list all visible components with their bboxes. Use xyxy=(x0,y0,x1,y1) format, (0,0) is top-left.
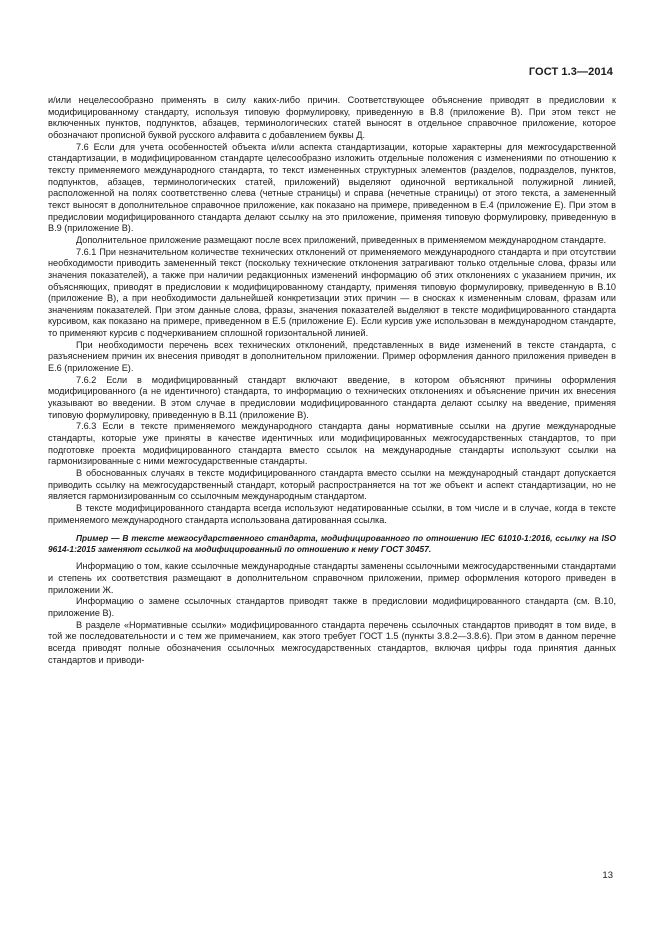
clause-7-6-3: 7.6.3 Если в тексте применяемого международного стандарта даны нормативные ссылки на другие международные стандарты, которые уже приняты в качестве идентичных или модифицированных межгосударственных стандартов, то при подготовке проекта модифицированного стандарта вместо ссылок на международные стандарты используют ссылки на гармонизированные с ними межгосударственные стандарты. xyxy=(48,421,616,467)
paragraph-reference-info: Информацию о том, какие ссылочные международные стандарты заменены ссылочными межгосударственными стандартами и степень их соответствия размещают в дополнительном справочном приложении, пример оформления которого приведен в приложении Ж. xyxy=(48,561,616,595)
example-note: Пример — В тексте межгосударственного стандарта, модифицированного по отношению IEC 61010-1:2016, ссылку на ISO 9614-1:2015 заменяют ссылкой на модифицированный по отношению к нему ГОСТ 30457. xyxy=(48,533,616,554)
clause-7-6-1: 7.6.1 При незначительном количестве технических отклонений от применяемого международного стандарта и при отсутствии необходимости приводить замененный текст (поскольку технические отклонения затрагивают только отдельные слова, фразы или значения показателей), а также при наличии редакционных изменений информацию об этих отклонениях с указанием причин, их объясняющих, приводят в предисловии к модифицированному стандарту, применяя типовую формулировку, приведенную в В.10 (приложение В), а при необходимости дальнейшей конкретизации этих причин — в сносках к измененным словам, фразам или значениям показателей. При этом данные слова, фразы, значения показателей выделяют в тексте модифицированного стандарта курсивом, как показано на примере, приведенном в Е.5 (приложение Е). Если курсив уже использован в международном стандарте, то применяют курсив с подчеркиванием сплошной горизонтальной линией. xyxy=(48,246,616,339)
paragraph-additional-annex: Дополнительное приложение размещают после всех приложений, приведенных в применяемом международном стандарте. xyxy=(76,234,607,245)
paragraph-deviations-list: При необходимости перечень всех технических отклонений, представленных в виде изменений в тексте стандарта, с разъяснением причин их внесения приводят в дополнительном приложении. Пример оформления данного приложения приведен в Е.6 (приложение Е). xyxy=(48,339,616,374)
clause-7-6-2: 7.6.2 Если в модифицированный стандарт включают введение, в котором объясняют причины оформления модифицированного (а не идентичного) стандарта, то информацию о технических отклонениях и объяснение причин их внесения указывают во введении. В этом случае в предисловии модифицированного стандарта делают ссылку на введение, применяя типовую формулировку, приведенную в В.11 (приложение В). xyxy=(48,374,616,420)
paragraph-foreword-info: Информацию о замене ссылочных стандартов приводят также в предисловии модифицированного стандарта (см. В.10, приложение В). xyxy=(48,596,616,619)
paragraph-continuation: и/или нецелесообразно применять в силу каких-либо причин. Соответствующее объяснение приводят в предисловии к модифицированному стандарту, используя типовую формулировку, приведенную в В.8 (приложение В). При этом текст не включенных пунктов, подпунктов, абзацев, терминологических статей выносят в отдельное справочное приложение, которое обозначают прописной буквой русского алфавита с добавлением буквы Д. xyxy=(48,95,616,140)
paragraph-normative-references: В разделе «Нормативные ссылки» модифицированного стандарта перечень ссылочных стандартов приводят в том виде, в той же последовательности и с тем же примечанием, как этого требует ГОСТ 1.5 (пункты 3.8.2—3.8.6). При этом в данном перечне всегда приводят полные обозначения ссылочных межгосударственных стандартов, включая цифры года принятия данных стандартов и приводи- xyxy=(48,619,616,665)
paragraph-justified-cases: В обоснованных случаях в тексте модифицированного стандарта вместо ссылки на международный стандарт допускается приводить ссылку на межгосударственный стандарт, который распространяется на тот же объект и аспект стандартизации, но не является гармонизированным со ссылочным международным стандартом. xyxy=(48,468,616,502)
document-id-header: ГОСТ 1.3—2014 xyxy=(528,66,613,78)
clause-7-6: 7.6 Если для учета особенностей объекта и/или аспекта стандартизации, которые характерны для межгосударственной стандартизации, в модифицированном стандарте целесообразно изложить отдельные положения с изменениями по отношению к тексту применяемого международного стандарта, то текст измененных структурных элементов (разделов, подразделов, пунктов, подпунктов, абзацев, терминологических статей, приложений) выделяют одиночной вертикальной полужирной линией, расположенной на полях соответственно слева (четные страницы) и справа (нечетные страницы) от этого текста, а замененный текст выносят в дополнительное справочное приложение, как показано на примере, приведенном в Е.4 (приложение Е). При этом в предисловии модифицированного стандарта делают ссылку на это приложение, применяя типовую формулировку, приведенную в В.9 (приложение В). xyxy=(48,141,616,234)
paragraph-undated-references: В тексте модифицированного стандарта всегда используют недатированные ссылки, в том числе и в случае, когда в тексте применяемого международного стандарта использована датированная ссылка. xyxy=(48,502,616,525)
page-number: 13 xyxy=(602,870,613,881)
main-text xyxy=(48,95,616,666)
